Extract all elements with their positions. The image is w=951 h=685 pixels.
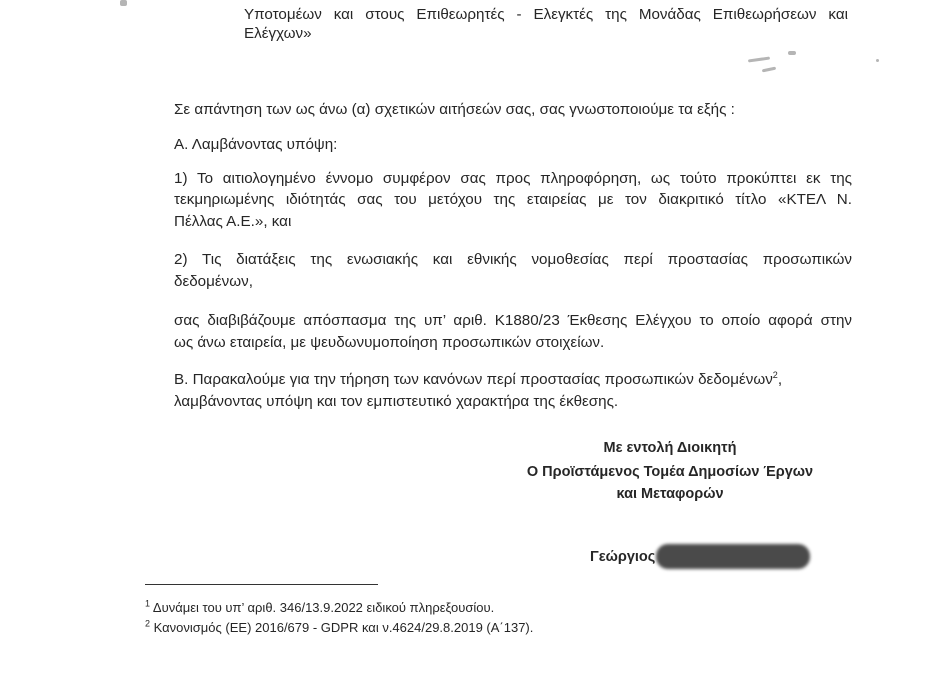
footnote-separator	[145, 584, 378, 585]
intro-text: Σε απάντηση των ως άνω (α) σχετικών αιτήσεών σας, σας γνωστοποιούμε τα εξής :	[174, 101, 735, 118]
section-a-heading: Α. Λαμβάνοντας υπόψη:	[174, 136, 338, 153]
section-b-comma: ,	[777, 371, 783, 388]
redaction-mark	[656, 544, 810, 569]
scan-artifact	[762, 67, 776, 73]
scan-artifact	[876, 59, 879, 62]
top-paragraph-line-1: Υποτομέων και στους Επιθεωρητές - Ελεγκτές της Μονάδας Επιθεωρήσεων και	[244, 6, 848, 23]
signatory-first-name: Γεώργιος	[590, 549, 656, 565]
scan-artifact	[748, 56, 770, 62]
conclusion-line-2: ως άνω εταιρεία, με ψευδωνυμοποίηση προσωπικών στοιχείων.	[174, 334, 605, 351]
item-2-line-2: δεδομένων,	[174, 273, 253, 290]
section-b-line-2: λαμβάνοντας υπόψη και τον εμπιστευτικό χαρακτήρα της έκθεσης.	[174, 393, 619, 410]
top-paragraph-line-2: Ελέγχων»	[244, 25, 312, 42]
footnote-1-text: Δυνάμει του υπ’ αριθ. 346/13.9.2022 ειδικού πληρεξουσίου.	[152, 600, 495, 615]
footnote-2-number: 2	[145, 618, 151, 629]
section-b-text: Β. Παρακαλούμε για την τήρηση των κανόνων περί προστασίας προσωπικών δεδομένων	[174, 371, 773, 388]
scan-artifact	[120, 0, 127, 6]
footnote-1-number: 1	[145, 598, 151, 609]
footnote-2-text: Κανονισμός (ΕΕ) 2016/679 - GDPR και ν.4624/29.8.2019 (Α΄137).	[153, 620, 534, 635]
footnote-1	[145, 600, 494, 616]
signature-line-3: και Μεταφορών	[616, 486, 724, 502]
footnote-2	[145, 620, 533, 636]
item-2-line-1: 2) Τις διατάξεις της ενωσιακής και εθνικής νομοθεσίας περί προστασίας προσωπικών	[174, 251, 852, 268]
item-1-line-3: Πέλλας Α.Ε.», και	[174, 213, 292, 230]
conclusion-line-1: σας διαβιβάζουμε απόσπασμα της υπ’ αριθ. Κ1880/23 Έκθεσης Ελέγχου το οποίο αφορά στην	[174, 312, 852, 329]
signature-line-1: Με εντολή Διοικητή	[603, 440, 737, 456]
scan-artifact	[788, 51, 796, 55]
item-1-line-2: τεκμηριωμένης ιδιότητάς σας του μετόχου της εταιρείας με τον διακριτικό τίτλο «ΚΤΕΛ Ν.	[174, 191, 852, 208]
item-1-line-1: 1) Το αιτιολογημένο έννομο συμφέρον σας προς πληροφόρηση, ως τούτο προκύπτει εκ της	[174, 170, 852, 187]
section-b-line-1	[174, 371, 782, 389]
signature-line-2: Ο Προϊστάμενος Τομέα Δημοσίων Έργων	[526, 464, 814, 480]
footnote-ref-2: 2	[772, 369, 778, 380]
